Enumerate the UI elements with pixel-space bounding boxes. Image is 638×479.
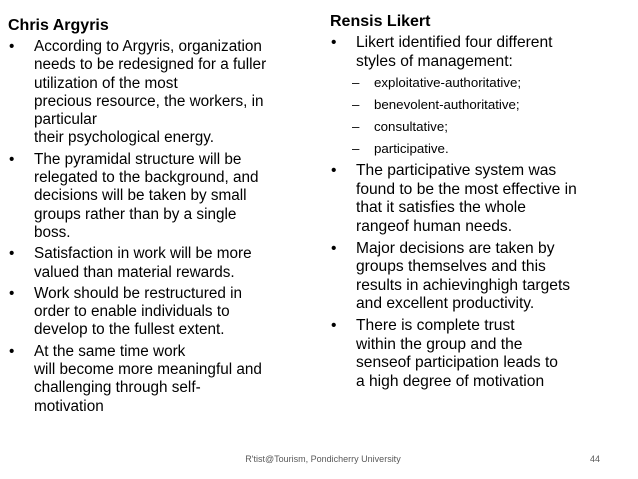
likert-heading: Rensis Likert [330,13,431,30]
likert-bullet [330,240,635,314]
footer-text: R'tist@Tourism, Pondicherry University [245,454,401,464]
management-style-text: consultative; [374,119,448,135]
dash-icon: – [352,119,360,135]
bullet-text: Satisfaction in work will be more valued than material rewards. [34,245,252,281]
bullet-dot-icon: • [9,38,15,55]
argyris-bullet [8,245,306,282]
likert-column [330,12,635,394]
bullet-dot-icon: • [331,162,337,180]
management-style-item [330,118,635,136]
likert-bullet [330,317,635,391]
slide-footer [0,452,638,468]
management-style-item [330,74,635,92]
likert-bullet [330,34,635,71]
bullet-text: At the same time work will become more meaningful and challenging through self- motivation [34,342,262,415]
management-style-text: exploitative-authoritative; [374,75,522,91]
bullet-dot-icon: • [9,342,15,360]
bullet-dot-icon: • [331,34,337,51]
argyris-bullet [8,343,306,416]
bullet-text: The participative system was found to be the most effective in that it satisfies the whole rangeof human needs. [356,162,577,235]
likert-bullet [330,162,635,236]
bullet-dot-icon: • [9,245,15,263]
argyris-bullet [8,38,306,148]
dash-icon: – [352,141,360,157]
bullet-text: Likert identified four different styles of management: [356,34,553,70]
dash-icon: – [352,97,360,113]
management-style-item [330,140,635,158]
bullet-dot-icon: • [331,239,337,257]
argyris-bullet [8,285,306,340]
management-style-item [330,96,635,114]
management-style-text: participative. [374,141,449,157]
argyris-heading: Chris Argyris [8,17,109,34]
bullet-dot-icon: • [331,316,337,334]
bullet-text: There is complete trust within the group and the senseof participation leads to a high degree of motivation [356,316,558,390]
argyris-column [8,16,306,419]
bullet-text: The pyramidal structure will be relegated to the background, and decisions will be taken by small groups rather than by a single boss. [34,150,259,241]
bullet-text: According to Argyris, organization needs to be redesigned for a fuller utilization of the most precious resource, the workers, in particular their psychological energy. [34,38,267,147]
argyris-bullet [8,151,306,242]
bullet-text: Major decisions are taken by groups themselves and this results in achievinghigh targets and excellent productivity. [356,239,571,313]
dash-icon: – [352,75,360,91]
page-number: 44 [589,454,600,464]
bullet-text: Work should be restructured in order to enable individuals to develop to the fullest extent. [34,284,243,339]
management-style-text: benevolent-authoritative; [374,97,520,113]
bullet-dot-icon: • [9,284,15,302]
bullet-dot-icon: • [9,150,15,168]
